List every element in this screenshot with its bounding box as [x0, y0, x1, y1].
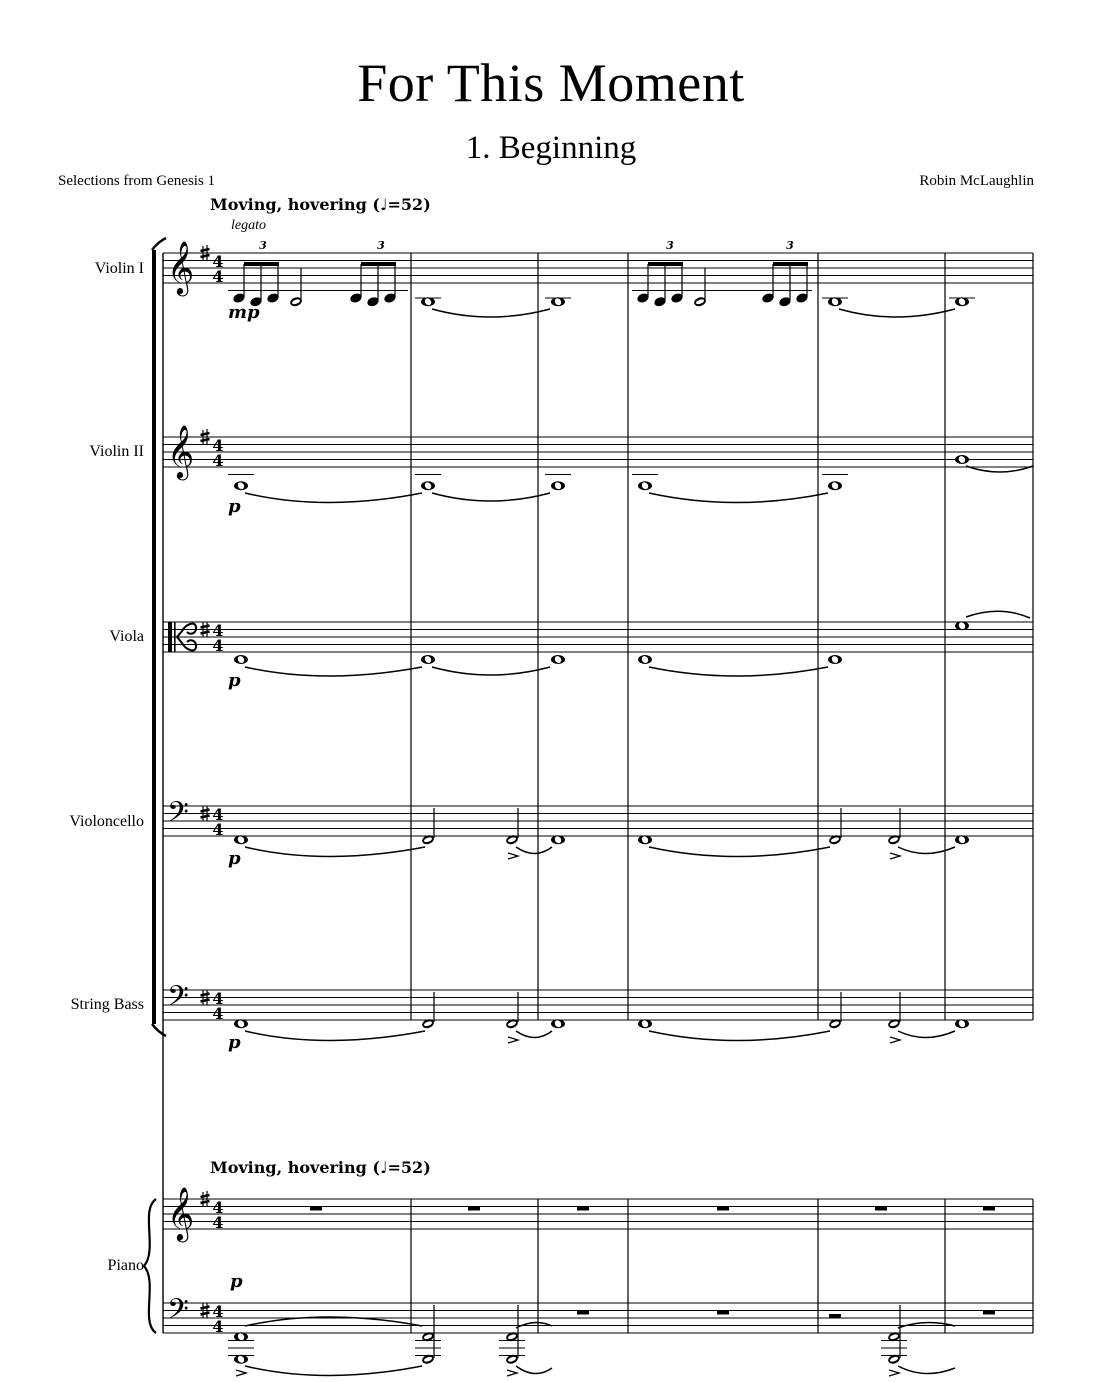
tempo-bpm: =52)	[387, 195, 431, 214]
accent-icon	[236, 1370, 246, 1376]
source-text: Selections from Genesis 1	[58, 173, 216, 189]
tuplet-number: 3	[377, 239, 385, 252]
barlines	[411, 253, 1033, 1333]
time-signature-denominator: 4	[212, 451, 224, 470]
composer-name: Robin McLaughlin	[919, 173, 1034, 189]
treble-clef-icon: 𝄞	[167, 240, 195, 294]
bass-clef-icon: 𝄢	[167, 796, 189, 836]
bass-notes	[234, 992, 969, 1043]
instrument-name-violin1: Violin I	[94, 260, 144, 277]
dynamic-marking-cello: p	[228, 848, 241, 869]
accent-icon	[889, 1370, 899, 1376]
dynamic-marking-violin1: mp	[228, 302, 260, 323]
piano-rh-rests	[310, 1207, 995, 1211]
note	[551, 481, 565, 490]
legato-marking: legato	[231, 218, 266, 233]
whole-rest-icon	[717, 1207, 729, 1211]
tempo-bpm: =52)	[387, 1158, 431, 1177]
tuplet-number: 3	[666, 239, 674, 252]
time-signature-denominator: 4	[212, 636, 224, 655]
cello-notes	[234, 808, 969, 859]
note	[955, 455, 969, 464]
dynamic-marking-viola: p	[228, 670, 241, 691]
whole-rest-icon	[983, 1207, 995, 1211]
note	[551, 655, 565, 664]
time-signature-denominator: 4	[212, 1213, 224, 1232]
whole-rest-icon	[717, 1311, 729, 1315]
instrument-name-cello: Violoncello	[69, 813, 144, 830]
whole-rest-icon	[577, 1311, 589, 1315]
tuplet-number: 3	[259, 239, 267, 252]
bass-clef-icon: 𝄢	[167, 980, 189, 1020]
accent-icon	[508, 1037, 518, 1043]
whole-rest-icon	[468, 1207, 480, 1211]
whole-rest-icon	[875, 1207, 887, 1211]
note	[234, 481, 248, 490]
time-signature-numerator: 4	[212, 1302, 224, 1321]
time-signature-numerator: 4	[212, 252, 224, 271]
whole-rest-icon	[983, 1311, 995, 1315]
accent-icon	[890, 1037, 900, 1043]
bass-clef-icon: 𝄢	[167, 1293, 189, 1333]
tempo-text: Moving, hovering (	[210, 195, 380, 214]
note	[828, 655, 842, 664]
note	[638, 655, 652, 664]
quarter-note-icon: ♩	[379, 1158, 388, 1177]
note	[421, 481, 435, 490]
whole-rest-icon	[577, 1207, 589, 1211]
time-signature-numerator: 4	[212, 989, 224, 1008]
tuplet-number: 3	[786, 239, 794, 252]
time-signature-denominator: 4	[212, 1317, 224, 1336]
note	[638, 481, 652, 490]
movement-title: 1. Beginning	[465, 130, 637, 166]
quarter-note-icon: ♩	[379, 195, 388, 214]
piano-lh-notes	[228, 1305, 995, 1376]
time-signature-denominator: 4	[212, 1004, 224, 1023]
instrument-name-bass: String Bass	[70, 996, 144, 1013]
note	[828, 481, 842, 490]
time-signature-denominator: 4	[212, 820, 224, 839]
time-signature-numerator: 4	[212, 805, 224, 824]
piano-brace-icon	[144, 1199, 156, 1333]
whole-rest-icon	[310, 1207, 322, 1211]
instrument-name-piano: Piano	[107, 1257, 144, 1274]
accent-icon	[890, 853, 900, 859]
time-signature-numerator: 4	[212, 1198, 224, 1217]
dynamic-marking-violin2: p	[228, 496, 241, 517]
treble-clef-icon: 𝄞	[167, 1186, 195, 1240]
piece-title: For This Moment	[357, 53, 745, 113]
dynamic-marking-piano: p	[230, 1271, 243, 1292]
instrument-name-violin2: Violin II	[89, 443, 144, 460]
violin1-notes	[228, 239, 975, 317]
accent-icon	[507, 1370, 517, 1376]
staff-lines	[163, 253, 1033, 1333]
time-signature-numerator: 4	[212, 436, 224, 455]
dynamic-marking-bass: p	[228, 1032, 241, 1053]
time-signature-denominator: 4	[212, 267, 224, 286]
treble-clef-icon: 𝄞	[167, 424, 195, 478]
half-rest-icon	[829, 1314, 841, 1318]
time-signature-numerator: 4	[212, 621, 224, 640]
viola-notes	[234, 611, 1030, 676]
violin2-notes	[228, 455, 1033, 503]
note	[421, 655, 435, 664]
tempo-text: Moving, hovering (	[210, 1158, 380, 1177]
instrument-name-viola: Viola	[109, 628, 144, 645]
accent-icon	[508, 853, 518, 859]
note	[234, 655, 248, 664]
